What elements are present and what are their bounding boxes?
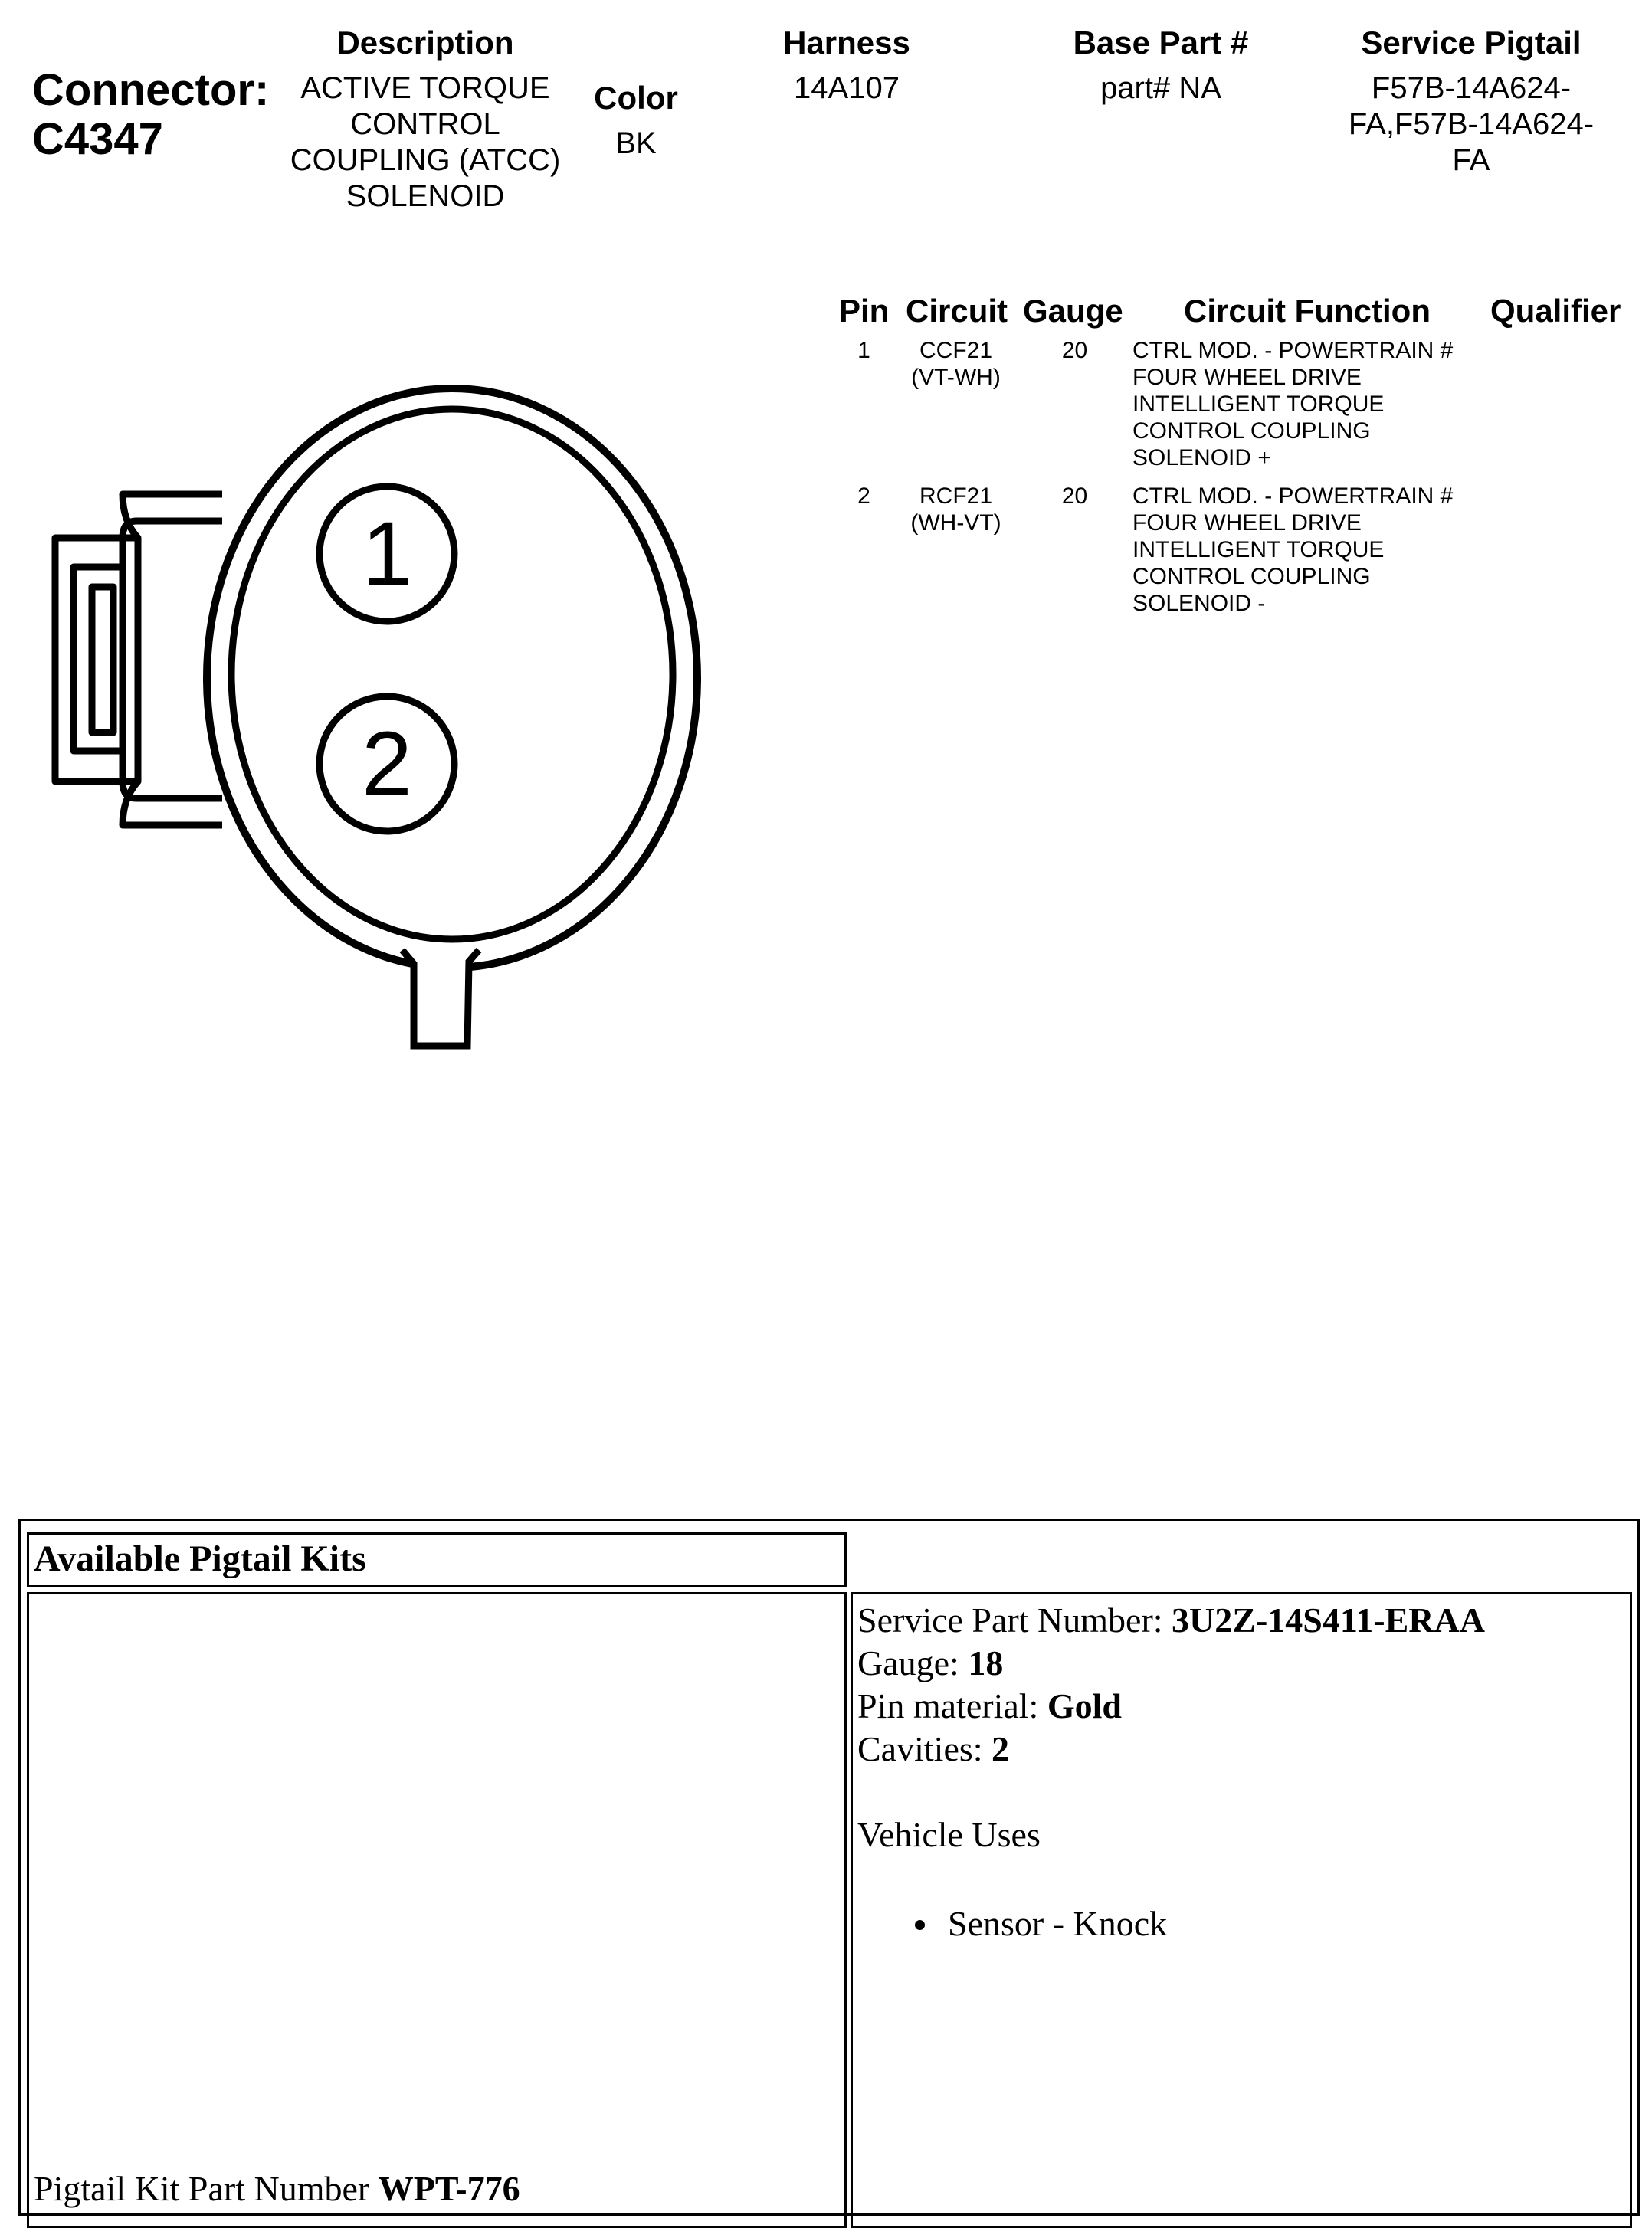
function-line: INTELLIGENT TORQUE <box>1132 537 1385 562</box>
color-value: BK <box>615 126 657 160</box>
pin-table-row-2-circuit <box>896 483 1015 536</box>
pin-table-header-function: Circuit Function <box>1184 293 1431 329</box>
base-part-header: Base Part # <box>1073 25 1249 61</box>
pin-table-header-circuit: Circuit <box>906 293 1008 329</box>
pin-table-header-qualifier: Qualifier <box>1490 293 1621 329</box>
service-pigtail-line: FA,F57B-14A624- <box>1348 107 1595 141</box>
circuit-line: RCF21 <box>919 483 993 509</box>
bullet-icon <box>915 1920 925 1930</box>
pigtail-kit-left-cell <box>27 1592 847 2228</box>
kit-gauge <box>857 1642 1485 1685</box>
service-pigtail-line: FA <box>1452 143 1490 177</box>
circuit-line: (WH-VT) <box>910 510 1001 536</box>
service-pigtail-value <box>1303 70 1640 179</box>
function-line: SOLENOID + <box>1132 445 1271 470</box>
vehicle-use-item <box>857 1902 1485 1945</box>
kit-gauge-value: 18 <box>968 1643 1004 1682</box>
pigtail-kit-part-value: WPT-776 <box>378 2169 520 2208</box>
vehicle-uses-heading: Vehicle Uses <box>857 1815 1041 1854</box>
service-part-label: Service Part Number: <box>857 1601 1172 1640</box>
description-line: SOLENOID <box>346 179 505 213</box>
connector-face-diagram <box>0 337 736 1073</box>
description-line: ACTIVE TORQUE <box>300 71 550 105</box>
pigtail-kit-part-label: Pigtail Kit Part Number <box>34 2169 379 2208</box>
pigtail-kits-title-box <box>27 1532 847 1587</box>
color-header: Color <box>594 80 678 116</box>
kit-gauge-label: Gauge: <box>857 1643 969 1682</box>
service-pigtail-header: Service Pigtail <box>1361 25 1582 61</box>
description-line: COUPLING (ATCC) <box>290 143 561 177</box>
pin-table-header-pin: Pin <box>839 293 890 329</box>
function-line: CTRL MOD. - POWERTRAIN # <box>1132 483 1454 509</box>
harness-header: Harness <box>783 25 910 61</box>
pin-table-row-1-pin: 1 <box>857 338 870 363</box>
service-pigtail-line: F57B-14A624- <box>1371 71 1572 105</box>
description-value <box>272 70 579 215</box>
latch-tab-inner <box>92 587 113 732</box>
service-part-number <box>857 1599 1485 1642</box>
pin-material-value: Gold <box>1047 1686 1122 1725</box>
pigtail-kit-right-cell <box>851 1592 1632 2228</box>
pin-table-row-1-function <box>1132 337 1453 471</box>
description-line: CONTROL <box>350 107 500 141</box>
circuit-line: (VT-WH) <box>911 365 1001 390</box>
pin-table-row-1-circuit <box>896 337 1015 391</box>
cavities <box>857 1728 1485 1771</box>
pigtail-kits-title: Available Pigtail Kits <box>34 1538 366 1579</box>
pin-1-label: 1 <box>362 503 412 605</box>
pigtail-kit-part-number <box>34 2167 520 2210</box>
cavities-label: Cavities: <box>857 1729 992 1768</box>
pigtail-kit-details <box>857 1599 1485 1945</box>
function-line: SOLENOID - <box>1132 591 1266 616</box>
pin-table-row-2-pin: 2 <box>857 483 870 509</box>
connector-key <box>402 950 479 1046</box>
service-part-value: 3U2Z-14S411-ERAA <box>1172 1601 1485 1640</box>
pin-material <box>857 1685 1485 1728</box>
function-line: CONTROL COUPLING <box>1132 418 1371 444</box>
function-line: FOUR WHEEL DRIVE <box>1132 510 1362 536</box>
harness-value: 14A107 <box>794 71 900 105</box>
connector-label <box>32 66 269 164</box>
pin-table-row-2-function <box>1132 483 1453 617</box>
connector-id: C4347 <box>32 114 163 164</box>
function-line: FOUR WHEEL DRIVE <box>1132 365 1362 390</box>
function-line: CTRL MOD. - POWERTRAIN # <box>1132 338 1454 363</box>
connector-body-outer <box>207 388 697 968</box>
function-line: INTELLIGENT TORQUE <box>1132 392 1385 417</box>
vehicle-use-label: Sensor - Knock <box>948 1904 1168 1943</box>
base-part-value: part# NA <box>1100 71 1221 105</box>
pin-table-row-2-gauge: 20 <box>1061 483 1088 509</box>
pin-2-label: 2 <box>362 713 412 814</box>
pin-table-header-gauge: Gauge <box>1023 293 1123 329</box>
cavities-value: 2 <box>992 1729 1010 1768</box>
pin-material-label: Pin material: <box>857 1686 1047 1725</box>
description-header: Description <box>336 25 514 61</box>
pin-table-row-1-gauge: 20 <box>1061 338 1088 363</box>
function-line: CONTROL COUPLING <box>1132 564 1371 589</box>
connector-label-text: Connector: <box>32 65 270 115</box>
circuit-line: CCF21 <box>919 338 993 363</box>
